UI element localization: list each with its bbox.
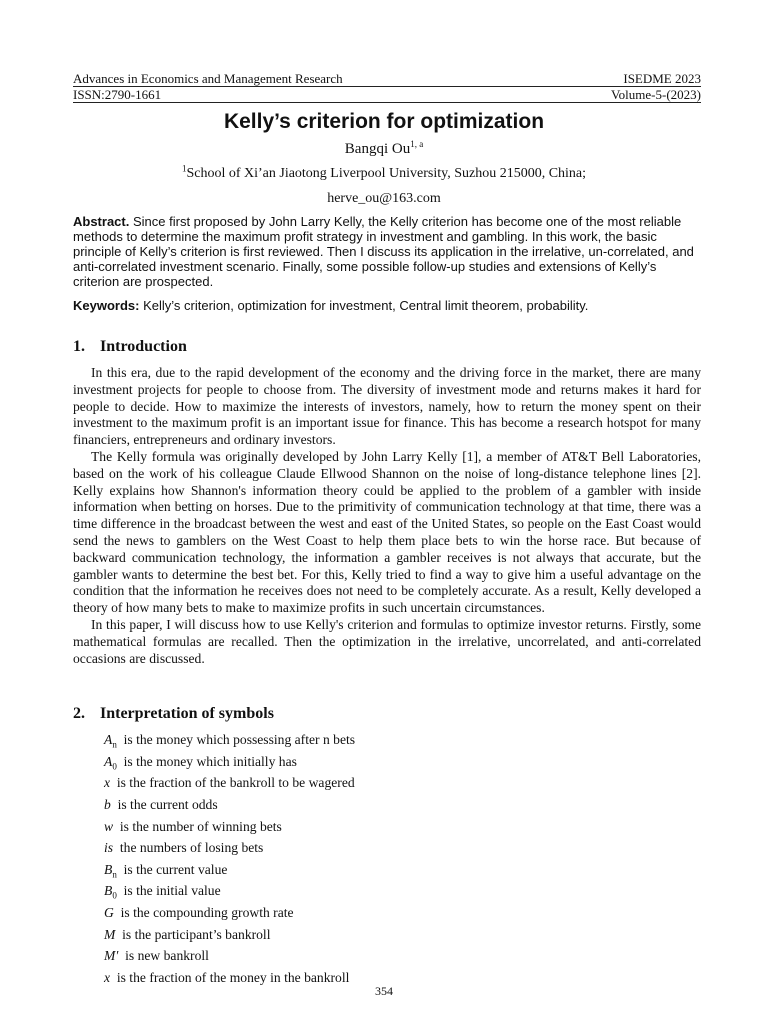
section-title: Interpretation of symbols <box>100 705 274 722</box>
author-email[interactable]: herve_ou@163.com <box>327 191 441 206</box>
author-line <box>0 141 768 158</box>
symbol-description: the numbers of losing bets <box>119 840 264 856</box>
list-item <box>104 754 355 776</box>
header-rule-bottom <box>73 102 701 103</box>
list-item <box>104 732 355 754</box>
affiliation-text: School of Xi’an Jiaotong Liverpool University, Suzhou 215000, China; <box>186 166 587 181</box>
section-heading-symbols <box>73 705 274 723</box>
paper-title: Kelly’s criterion for optimization <box>223 110 545 133</box>
symbol-description: is the fraction of the money in the bankroll <box>116 969 350 985</box>
abstract-text: Since first proposed by John Larry Kelly, the Kelly criterion has become one of the most reliable methods to determine the maximum profit strategy in investment and gambling. In this work, the basic principle of Kelly’s criterion is first reviewed. Then I discuss its application in the irrelative, un-correlated, and anti-correlated investment scenario. Finally, some possible follow-up studies and extensions of Kelly’s criterion are prospected. <box>73 214 694 289</box>
symbol: $A_n$ <box>104 732 117 750</box>
symbol: is <box>104 840 114 856</box>
list-item <box>104 883 355 905</box>
abstract <box>73 214 701 289</box>
symbol: b <box>104 796 111 812</box>
journal-name: Advances in Economics and Management Research <box>73 71 343 86</box>
volume: Volume-5-(2023) <box>610 87 701 102</box>
symbol: $B_0$ <box>104 883 117 902</box>
affiliation <box>0 163 768 182</box>
section-number: 2. <box>73 705 85 722</box>
symbol-description: is the money which possessing after n bets <box>123 732 356 747</box>
symbol-description: is the initial value <box>123 883 221 899</box>
keywords <box>73 298 701 313</box>
paragraph: The Kelly formula was originally developed by John Larry Kelly [1], a member of AT&T Bell Laboratories, based on the work of his colleague Claude Ellwood Shannon on the noise of long-distance telephone lines [2]. Kelly explains how Shannon's information theory could be applied to the problem of a gambler with inside information when betting on horses. Due to the primitivity of communication technology at that time, there was a time difference in the broadcast between the west and east of the United States, so people on the East Coast would send the news to gamblers on the West Coast to help them place bets to win the horse race. But because of backward communication technology, the information a gambler receives is not always that accurate, but the gambler wants to determine the best bet. For this, Kelly tried to find a way to give him a useful advantage on the condition that the information he receives does not need to be completely accurate. As a result, Kelly developed a theory of how many bets to make to maximize profits in such uncertain circumstances. <box>73 448 701 616</box>
symbol-list <box>104 732 355 992</box>
symbol: w <box>104 818 114 834</box>
symbol-description: is the fraction of the bankroll to be wagered <box>116 775 355 791</box>
list-item <box>104 948 355 970</box>
symbol-description: is the current value <box>123 861 228 877</box>
section-number: 1. <box>73 338 85 355</box>
symbol: $A_0$ <box>104 753 117 772</box>
page-number: 354 <box>375 984 393 998</box>
symbol: G <box>104 905 114 920</box>
symbol-description: is the participant’s bankroll <box>122 926 271 942</box>
list-item <box>104 797 355 819</box>
symbol-description: is the money which initially has <box>123 753 297 769</box>
list-item <box>104 840 355 862</box>
symbol-description: is the compounding growth rate <box>120 905 294 920</box>
paragraph: In this paper, I will discuss how to use Kelly's criterion and formulas to optimize investor returns. Firstly, some mathematical formulas are recalled. Then the optimization in the irrelative, uncorrelated, and anti-correlated occasions are discussed. <box>73 616 701 666</box>
author-name: Bangqi Ou <box>344 141 411 157</box>
symbol-description: is the current odds <box>117 796 218 812</box>
symbol-description: is new bankroll <box>125 948 209 964</box>
list-item <box>104 905 355 927</box>
list-item <box>104 862 355 884</box>
running-header <box>73 71 701 103</box>
conference-name: ISEDME 2023 <box>623 71 701 86</box>
list-item <box>104 927 355 949</box>
keywords-text: Kelly’s criterion, optimization for investment, Central limit theorem, probability. <box>143 298 589 313</box>
abstract-label: Abstract. <box>73 214 130 229</box>
section-title: Introduction <box>100 338 187 355</box>
introduction-body <box>73 365 701 667</box>
issn: ISSN:2790-1661 <box>73 87 162 102</box>
symbol: x <box>104 775 111 791</box>
list-item <box>104 775 355 797</box>
symbol: M′ <box>104 948 119 964</box>
keywords-label: Keywords: <box>73 298 140 313</box>
symbol: x <box>104 969 111 985</box>
paragraph: In this era, due to the rapid development of the economy and the driving force in the market, there are many investment projects for people to choose from. The diversity of investment mode and returns makes it hard for people to decide. How to maximize the interests of investors, namely, how to return the money spent on their investment to the maximum profit is an important issue for finance. This has become a research hotspot for many financiers, entrepreneurs and ordinary investors. <box>73 365 701 448</box>
list-item <box>104 819 355 841</box>
symbol: M <box>104 926 116 942</box>
section-heading-introduction <box>73 338 187 356</box>
affiliation-superscript: 1 <box>181 163 187 174</box>
symbol-description: is the number of winning bets <box>119 818 282 834</box>
author-superscript: 1, a <box>410 139 424 149</box>
symbol: $B_n$ <box>104 861 117 880</box>
